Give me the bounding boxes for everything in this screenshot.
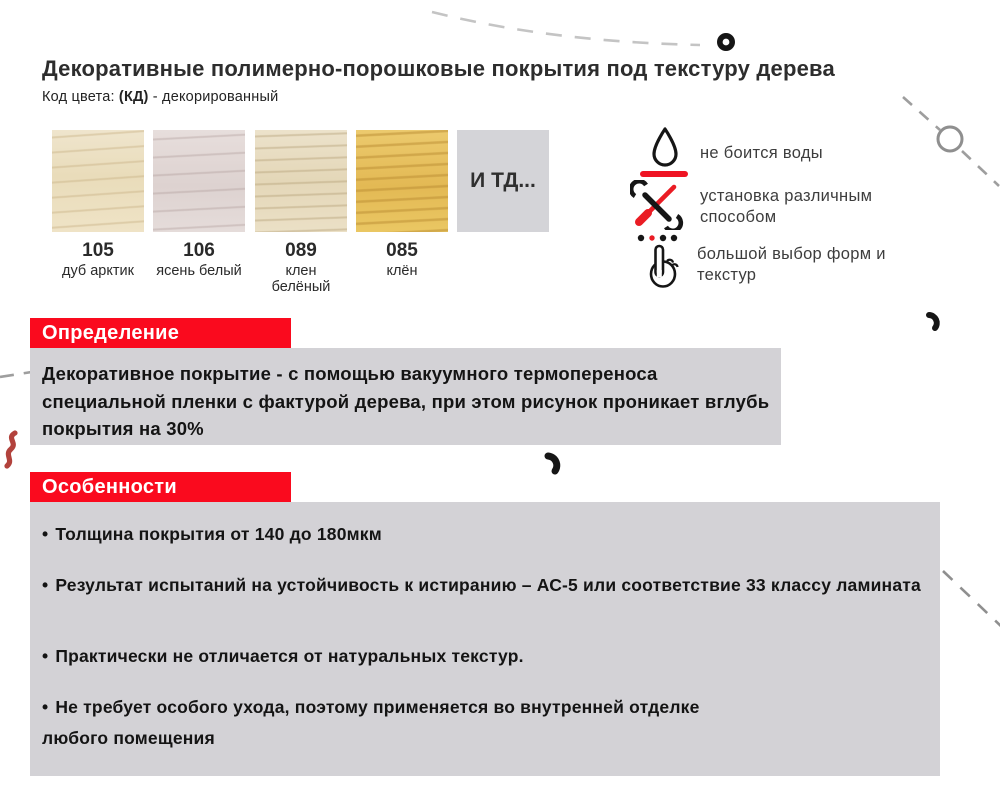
wood-sample-image (255, 130, 347, 232)
wood-sample-image (356, 130, 448, 232)
swatch-name: клён (386, 263, 418, 279)
definition-heading-banner (30, 318, 291, 348)
bullet-text: Толщина покрытия от 140 до 180мкм (55, 524, 382, 544)
definition-heading: Определение (42, 322, 180, 344)
tools-icon (630, 180, 684, 230)
comma-doodle (548, 456, 557, 471)
subtitle-suffix: - декорированный (148, 89, 279, 105)
swatch-code: 085 (386, 240, 418, 261)
features-heading: Особенности (42, 476, 177, 498)
definition-body: Декоративное покрытие - с помощью вакуумного термопереноса специальной пленки с фактурой дерева, при этом рисунок проникает вглубь покрытия на 30% (42, 363, 770, 439)
right-dashed-line (962, 151, 999, 186)
benefit-label-install: установка различным способом (700, 187, 873, 226)
benefit-label-choice: большой выбор форм и текстур (697, 245, 886, 284)
swatch-name: дуб арктик (62, 263, 134, 279)
red-squiggle (7, 433, 15, 466)
bullet-marker: • (42, 575, 49, 595)
bullet-marker: • (42, 697, 49, 717)
swatch-085 (356, 130, 448, 279)
bullet-marker: • (42, 646, 49, 666)
comma-doodle (929, 315, 937, 328)
feature-bullet (42, 568, 922, 603)
bullet-text: Результат испытаний на устойчивость к истиранию – АС-5 или соответствие 33 классу ламината (55, 575, 921, 595)
top-dashed-curve (432, 12, 700, 45)
subtitle-prefix: Код цвета: (42, 89, 119, 105)
swatch-code: 089 (285, 240, 317, 261)
feature-bullet (42, 646, 524, 667)
swatch-106 (153, 130, 245, 279)
definition-panel (30, 348, 781, 445)
bullet-text: Практически не отличается от натуральных текстур. (55, 646, 524, 666)
bottom-right-dashed-line (943, 571, 1000, 629)
swatch-089 (255, 130, 347, 295)
subtitle-code: (КД) (118, 89, 149, 105)
ring-doodle (938, 127, 962, 151)
etc-label: И ТД... (470, 169, 536, 192)
bullet-marker: • (42, 524, 49, 544)
bullet-text: Не требует особого ухода, поэтому применяется во внутренней отделке любого помещения (42, 697, 700, 748)
swatch-105 (52, 130, 144, 279)
wood-sample-image (153, 130, 245, 232)
wood-sample-image (52, 130, 144, 232)
swatch-code: 105 (82, 240, 114, 261)
color-code-subtitle (42, 89, 278, 105)
donut-dot (720, 36, 732, 48)
features-panel (30, 502, 940, 776)
page-title: Декоративные полимерно-порошковые покрытия под текстуру дерева (42, 56, 835, 81)
etc-placeholder-box (457, 130, 549, 232)
right-dashed-line (903, 97, 940, 130)
features-heading-banner (30, 472, 291, 502)
red-underline (640, 171, 688, 177)
benefit-label-water: не боится воды (700, 144, 823, 162)
swatch-name: клен белёный (271, 263, 331, 295)
feature-bullet (42, 692, 767, 754)
hand-choice-icon (636, 232, 692, 292)
swatch-code: 106 (183, 240, 215, 261)
water-drop-icon (645, 126, 685, 170)
feature-bullet (42, 524, 382, 545)
swatch-name: ясень белый (156, 263, 242, 279)
